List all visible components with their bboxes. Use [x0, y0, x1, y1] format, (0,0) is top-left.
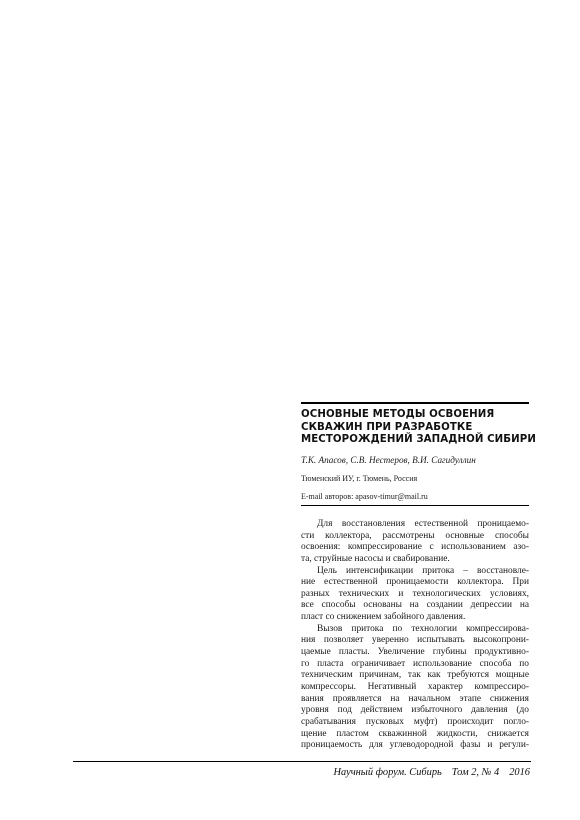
body-line: техническим причинам, так как требуются мощные	[301, 670, 529, 681]
title-line: МЕСТОРОЖДЕНИЙ ЗАПАДНОЙ СИБИРИ	[301, 434, 536, 446]
journal-year: 2016	[509, 767, 530, 778]
body-line: пласт со снижением забойного давления.	[301, 612, 466, 623]
body-line: Для восстановления естественной проницаемо-	[317, 519, 529, 529]
body-line: освоения: компрессирование с использованием азо-	[301, 542, 529, 553]
author-affiliation: Тюменский ИУ, г. Тюмень, Россия	[301, 474, 418, 483]
body-line: Вызов притока по технологии компрессирова-	[317, 623, 529, 634]
journal-name: Научный форум. Сибирь	[333, 767, 442, 778]
body-line: проницаемость для углеводородной фазы и регули-	[301, 740, 529, 751]
body-line: вания проявляется на начальном этапе снижения	[301, 693, 529, 704]
body-line: компрессоры. Негативный характер компрессиро-	[301, 681, 529, 692]
title-line: СКВАЖИН ПРИ РАЗРАБОТКЕ	[301, 421, 473, 433]
body-line: та, струйные насосы и свабирование.	[301, 553, 450, 564]
body-line: разных технических и технологических условиях,	[301, 588, 529, 599]
article-authors: Т.К. Апасов, С.В. Нестеров, В.И. Сагидуллин	[301, 455, 476, 465]
body-line: все способы основаны на создании депрессии на	[301, 600, 529, 611]
title-line: ОСНОВНЫЕ МЕТОДЫ ОСВОЕНИЯ	[301, 409, 495, 420]
author-email: E-mail авторов: apasov-timur@mail.ru	[301, 492, 428, 501]
body-line: уровня под действием избыточного давления (до	[301, 705, 529, 716]
body-line: щение пластом скважинной жидкости, снижается	[301, 728, 529, 739]
article-title	[301, 409, 536, 447]
footer-rule	[73, 761, 531, 762]
body-line: сти коллектора, рассмотрены основные способы	[301, 530, 529, 541]
body-line: Цель интенсификации притока – восстановле-	[317, 565, 529, 576]
body-line: ния позволяет уверенно испытывать высокопрони-	[301, 635, 529, 646]
body-line: цаемые пласты. Увеличение глубины продуктивно-	[301, 647, 529, 658]
title-top-rule	[301, 402, 529, 404]
journal-issue: № 4	[481, 767, 500, 778]
body-line: срабатывания пусковых муфт) происходит погло-	[301, 716, 529, 727]
body-line: го пласта ограничивает использование способа по	[301, 658, 529, 669]
header-divider	[301, 505, 529, 506]
article-body	[301, 519, 529, 752]
body-line: ние естественной проницаемости коллектора. При	[301, 577, 529, 588]
journal-footer	[334, 767, 530, 778]
journal-volume: Том 2,	[451, 767, 480, 778]
